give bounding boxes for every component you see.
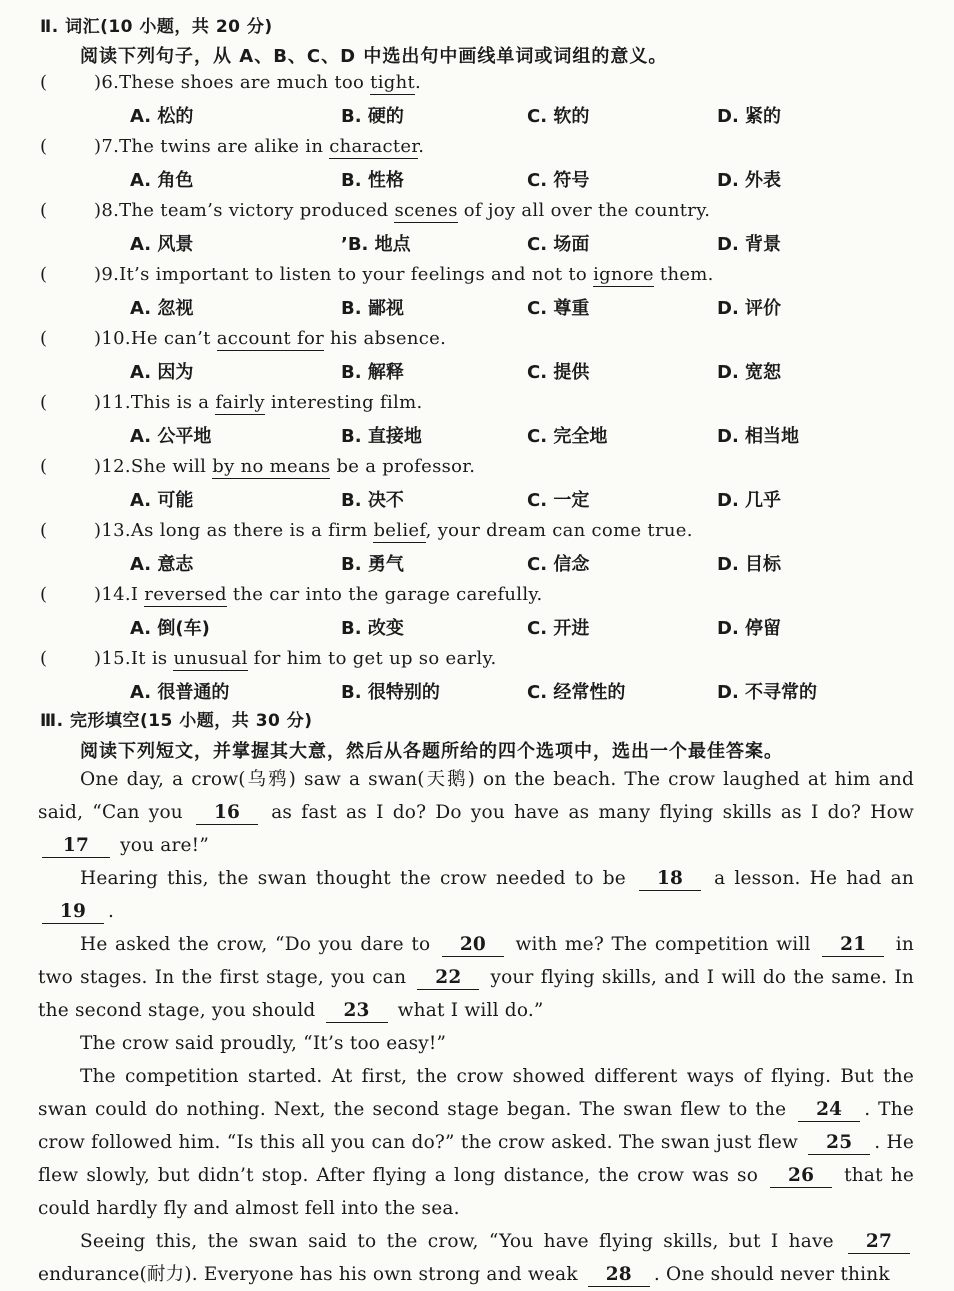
question-item bbox=[0, 328, 954, 392]
underlined-term: tight bbox=[370, 72, 415, 93]
question-sentence: )13.As long as there is a firm belief, your dream can come true. bbox=[94, 520, 693, 541]
option-a[interactable]: A. 松的 bbox=[130, 106, 194, 127]
answer-bracket[interactable]: ( bbox=[40, 72, 48, 93]
option-a[interactable]: A. 风景 bbox=[130, 234, 194, 255]
option-d[interactable]: D. 背景 bbox=[717, 234, 782, 255]
option-a[interactable]: A. 角色 bbox=[130, 170, 194, 191]
option-c[interactable]: C. 开进 bbox=[527, 618, 590, 639]
underlined-term: account for bbox=[216, 328, 324, 349]
underlined-term: character bbox=[329, 136, 419, 157]
option-d[interactable]: D. 不寻常的 bbox=[717, 682, 818, 703]
section-instruction-vocabulary: 阅读下列句子，从 A、B、C、D 中选出句中画线单词或词组的意义。 bbox=[80, 46, 668, 67]
blank-17[interactable]: 17 bbox=[42, 835, 110, 858]
underlined-term: belief bbox=[373, 520, 426, 541]
question-sentence: )15.It is unusual for him to get up so early. bbox=[94, 648, 497, 669]
question-sentence: )14.I reversed the car into the garage carefully. bbox=[94, 584, 543, 605]
option-c[interactable]: C. 提供 bbox=[527, 362, 590, 383]
option-c[interactable]: C. 完全地 bbox=[527, 426, 608, 447]
option-a[interactable]: A. 可能 bbox=[130, 490, 194, 511]
question-sentence: )7.The twins are alike in character. bbox=[94, 136, 425, 157]
question-number: )10. bbox=[94, 328, 131, 349]
option-a[interactable]: A. 很普通的 bbox=[130, 682, 230, 703]
question-item bbox=[0, 648, 954, 712]
question-item bbox=[0, 72, 954, 136]
passage-paragraph: Seeing this, the swan said to the crow, “You have flying skills, but I have 27 endurance(耐力). Everyone has his own strong and weak 28 . One should never think bbox=[38, 1225, 914, 1291]
answer-bracket[interactable]: ( bbox=[40, 520, 48, 541]
option-d[interactable]: D. 相当地 bbox=[717, 426, 800, 447]
question-item bbox=[0, 456, 954, 520]
answer-bracket[interactable]: ( bbox=[40, 584, 48, 605]
answer-bracket[interactable]: ( bbox=[40, 328, 48, 349]
option-b[interactable]: B. 解释 bbox=[341, 362, 404, 383]
passage-paragraph: One day, a crow(乌鸦) saw a swan(天鹅) on the beach. The crow laughed at him and said, “Can you 16 as fast as I do? Do you have as many flying skills as I do? How 17 you are!” bbox=[38, 769, 914, 856]
question-sentence: )10.He can’t account for his absence. bbox=[94, 328, 447, 349]
question-number: )14. bbox=[94, 584, 131, 605]
blank-24[interactable]: 24 bbox=[798, 1099, 860, 1122]
option-a[interactable]: A. 忽视 bbox=[130, 298, 194, 319]
question-number: )6. bbox=[94, 72, 120, 93]
blank-21[interactable]: 21 bbox=[822, 934, 884, 957]
option-c[interactable]: C. 信念 bbox=[527, 554, 590, 575]
option-b[interactable]: B. 决不 bbox=[341, 490, 404, 511]
option-c[interactable]: C. 尊重 bbox=[527, 298, 590, 319]
question-sentence: )8.The team’s victory produced scenes of joy all over the country. bbox=[94, 200, 711, 221]
passage-paragraph: Hearing this, the swan thought the crow needed to be 18 a lesson. He had an 19 . bbox=[38, 862, 914, 928]
blank-20[interactable]: 20 bbox=[442, 934, 504, 957]
option-c[interactable]: C. 经常性的 bbox=[527, 682, 626, 703]
section-instruction-cloze: 阅读下列短文，并掌握其大意，然后从各题所给的四个选项中，选出一个最佳答案。 bbox=[80, 741, 783, 762]
option-d[interactable]: D. 几乎 bbox=[717, 490, 782, 511]
question-item bbox=[0, 136, 954, 200]
question-number: )15. bbox=[94, 648, 131, 669]
blank-16[interactable]: 16 bbox=[196, 802, 258, 825]
passage-paragraph: The competition started. At first, the crow showed different ways of flying. But the swan could do nothing. Next, the second stage began. The swan flew to the 24 . The crow followed him. “Is this all you can do?” the crow asked. The swan just flew 25 . He flew slowly, but didn’t stop. After flying a long distance, the crow was so 26 that he could hardly fly and almost fell into the sea. bbox=[38, 1066, 914, 1219]
option-d[interactable]: D. 宽恕 bbox=[717, 362, 782, 383]
option-a[interactable]: A. 意志 bbox=[130, 554, 194, 575]
answer-bracket[interactable]: ( bbox=[40, 264, 48, 285]
option-c[interactable]: C. 软的 bbox=[527, 106, 590, 127]
blank-28[interactable]: 28 bbox=[588, 1264, 650, 1287]
underlined-term: fairly bbox=[215, 392, 265, 413]
question-item bbox=[0, 392, 954, 456]
question-number: )8. bbox=[94, 200, 120, 221]
question-sentence: )12.She will by no means be a professor. bbox=[94, 456, 476, 477]
blank-27[interactable]: 27 bbox=[848, 1231, 910, 1254]
option-b[interactable]: B. 改变 bbox=[341, 618, 404, 639]
section-title-vocabulary: Ⅱ. 词汇(10 小题，共 20 分) bbox=[40, 17, 273, 37]
question-item bbox=[0, 520, 954, 584]
option-b[interactable]: B. 性格 bbox=[341, 170, 404, 191]
option-d[interactable]: D. 紧的 bbox=[717, 106, 782, 127]
blank-25[interactable]: 25 bbox=[808, 1132, 870, 1155]
blank-26[interactable]: 26 bbox=[770, 1165, 832, 1188]
option-b[interactable]: ʼB. 地点 bbox=[341, 234, 411, 255]
question-number: )9. bbox=[94, 264, 120, 285]
option-a[interactable]: A. 公平地 bbox=[130, 426, 212, 447]
option-c[interactable]: C. 场面 bbox=[527, 234, 590, 255]
blank-19[interactable]: 19 bbox=[42, 901, 104, 924]
option-d[interactable]: D. 停留 bbox=[717, 618, 782, 639]
question-number: )13. bbox=[94, 520, 131, 541]
option-d[interactable]: D. 外表 bbox=[717, 170, 782, 191]
cloze-passage bbox=[38, 763, 914, 1291]
question-sentence: )6.These shoes are much too tight. bbox=[94, 72, 422, 93]
passage-paragraph: He asked the crow, “Do you dare to 20 with me? The competition will 21 in two stages. In the first stage, you can 22 your flying skills, and I will do the same. In the second stage, you should 23 what I will do.” bbox=[38, 934, 915, 1021]
option-b[interactable]: B. 鄙视 bbox=[341, 298, 404, 319]
section-title-cloze: Ⅲ. 完形填空(15 小题，共 30 分) bbox=[40, 711, 313, 731]
question-item bbox=[0, 200, 954, 264]
question-number: )7. bbox=[94, 136, 120, 157]
passage-paragraph: The crow said proudly, “It’s too easy!” bbox=[80, 1033, 447, 1054]
underlined-term: by no means bbox=[212, 456, 331, 477]
question-number: )12. bbox=[94, 456, 131, 477]
answer-bracket[interactable]: ( bbox=[40, 136, 48, 157]
option-c[interactable]: C. 一定 bbox=[527, 490, 590, 511]
underlined-term: ignore bbox=[593, 264, 654, 285]
question-item bbox=[0, 584, 954, 648]
option-d[interactable]: D. 评价 bbox=[717, 298, 782, 319]
underlined-term: scenes bbox=[394, 200, 458, 221]
answer-bracket[interactable]: ( bbox=[40, 200, 48, 221]
blank-22[interactable]: 22 bbox=[417, 967, 479, 990]
answer-bracket[interactable]: ( bbox=[40, 648, 48, 669]
option-b[interactable]: B. 很特别的 bbox=[341, 682, 440, 703]
option-a[interactable]: A. 倒(车) bbox=[130, 618, 210, 639]
option-c[interactable]: C. 符号 bbox=[527, 170, 590, 191]
question-item bbox=[0, 264, 954, 328]
blank-18[interactable]: 18 bbox=[639, 868, 701, 891]
question-sentence: )9.It’s important to listen to your feelings and not to ignore them. bbox=[94, 264, 714, 285]
option-b[interactable]: B. 直接地 bbox=[341, 426, 422, 447]
option-b[interactable]: B. 勇气 bbox=[341, 554, 404, 575]
answer-bracket[interactable]: ( bbox=[40, 392, 48, 413]
option-b[interactable]: B. 硬的 bbox=[341, 106, 404, 127]
answer-bracket[interactable]: ( bbox=[40, 456, 48, 477]
option-a[interactable]: A. 因为 bbox=[130, 362, 194, 383]
underlined-term: reversed bbox=[144, 584, 227, 605]
blank-23[interactable]: 23 bbox=[326, 1000, 388, 1023]
question-number: )11. bbox=[94, 392, 131, 413]
underlined-term: unusual bbox=[173, 648, 248, 669]
option-d[interactable]: D. 目标 bbox=[717, 554, 782, 575]
question-sentence: )11.This is a fairly interesting film. bbox=[94, 392, 423, 413]
